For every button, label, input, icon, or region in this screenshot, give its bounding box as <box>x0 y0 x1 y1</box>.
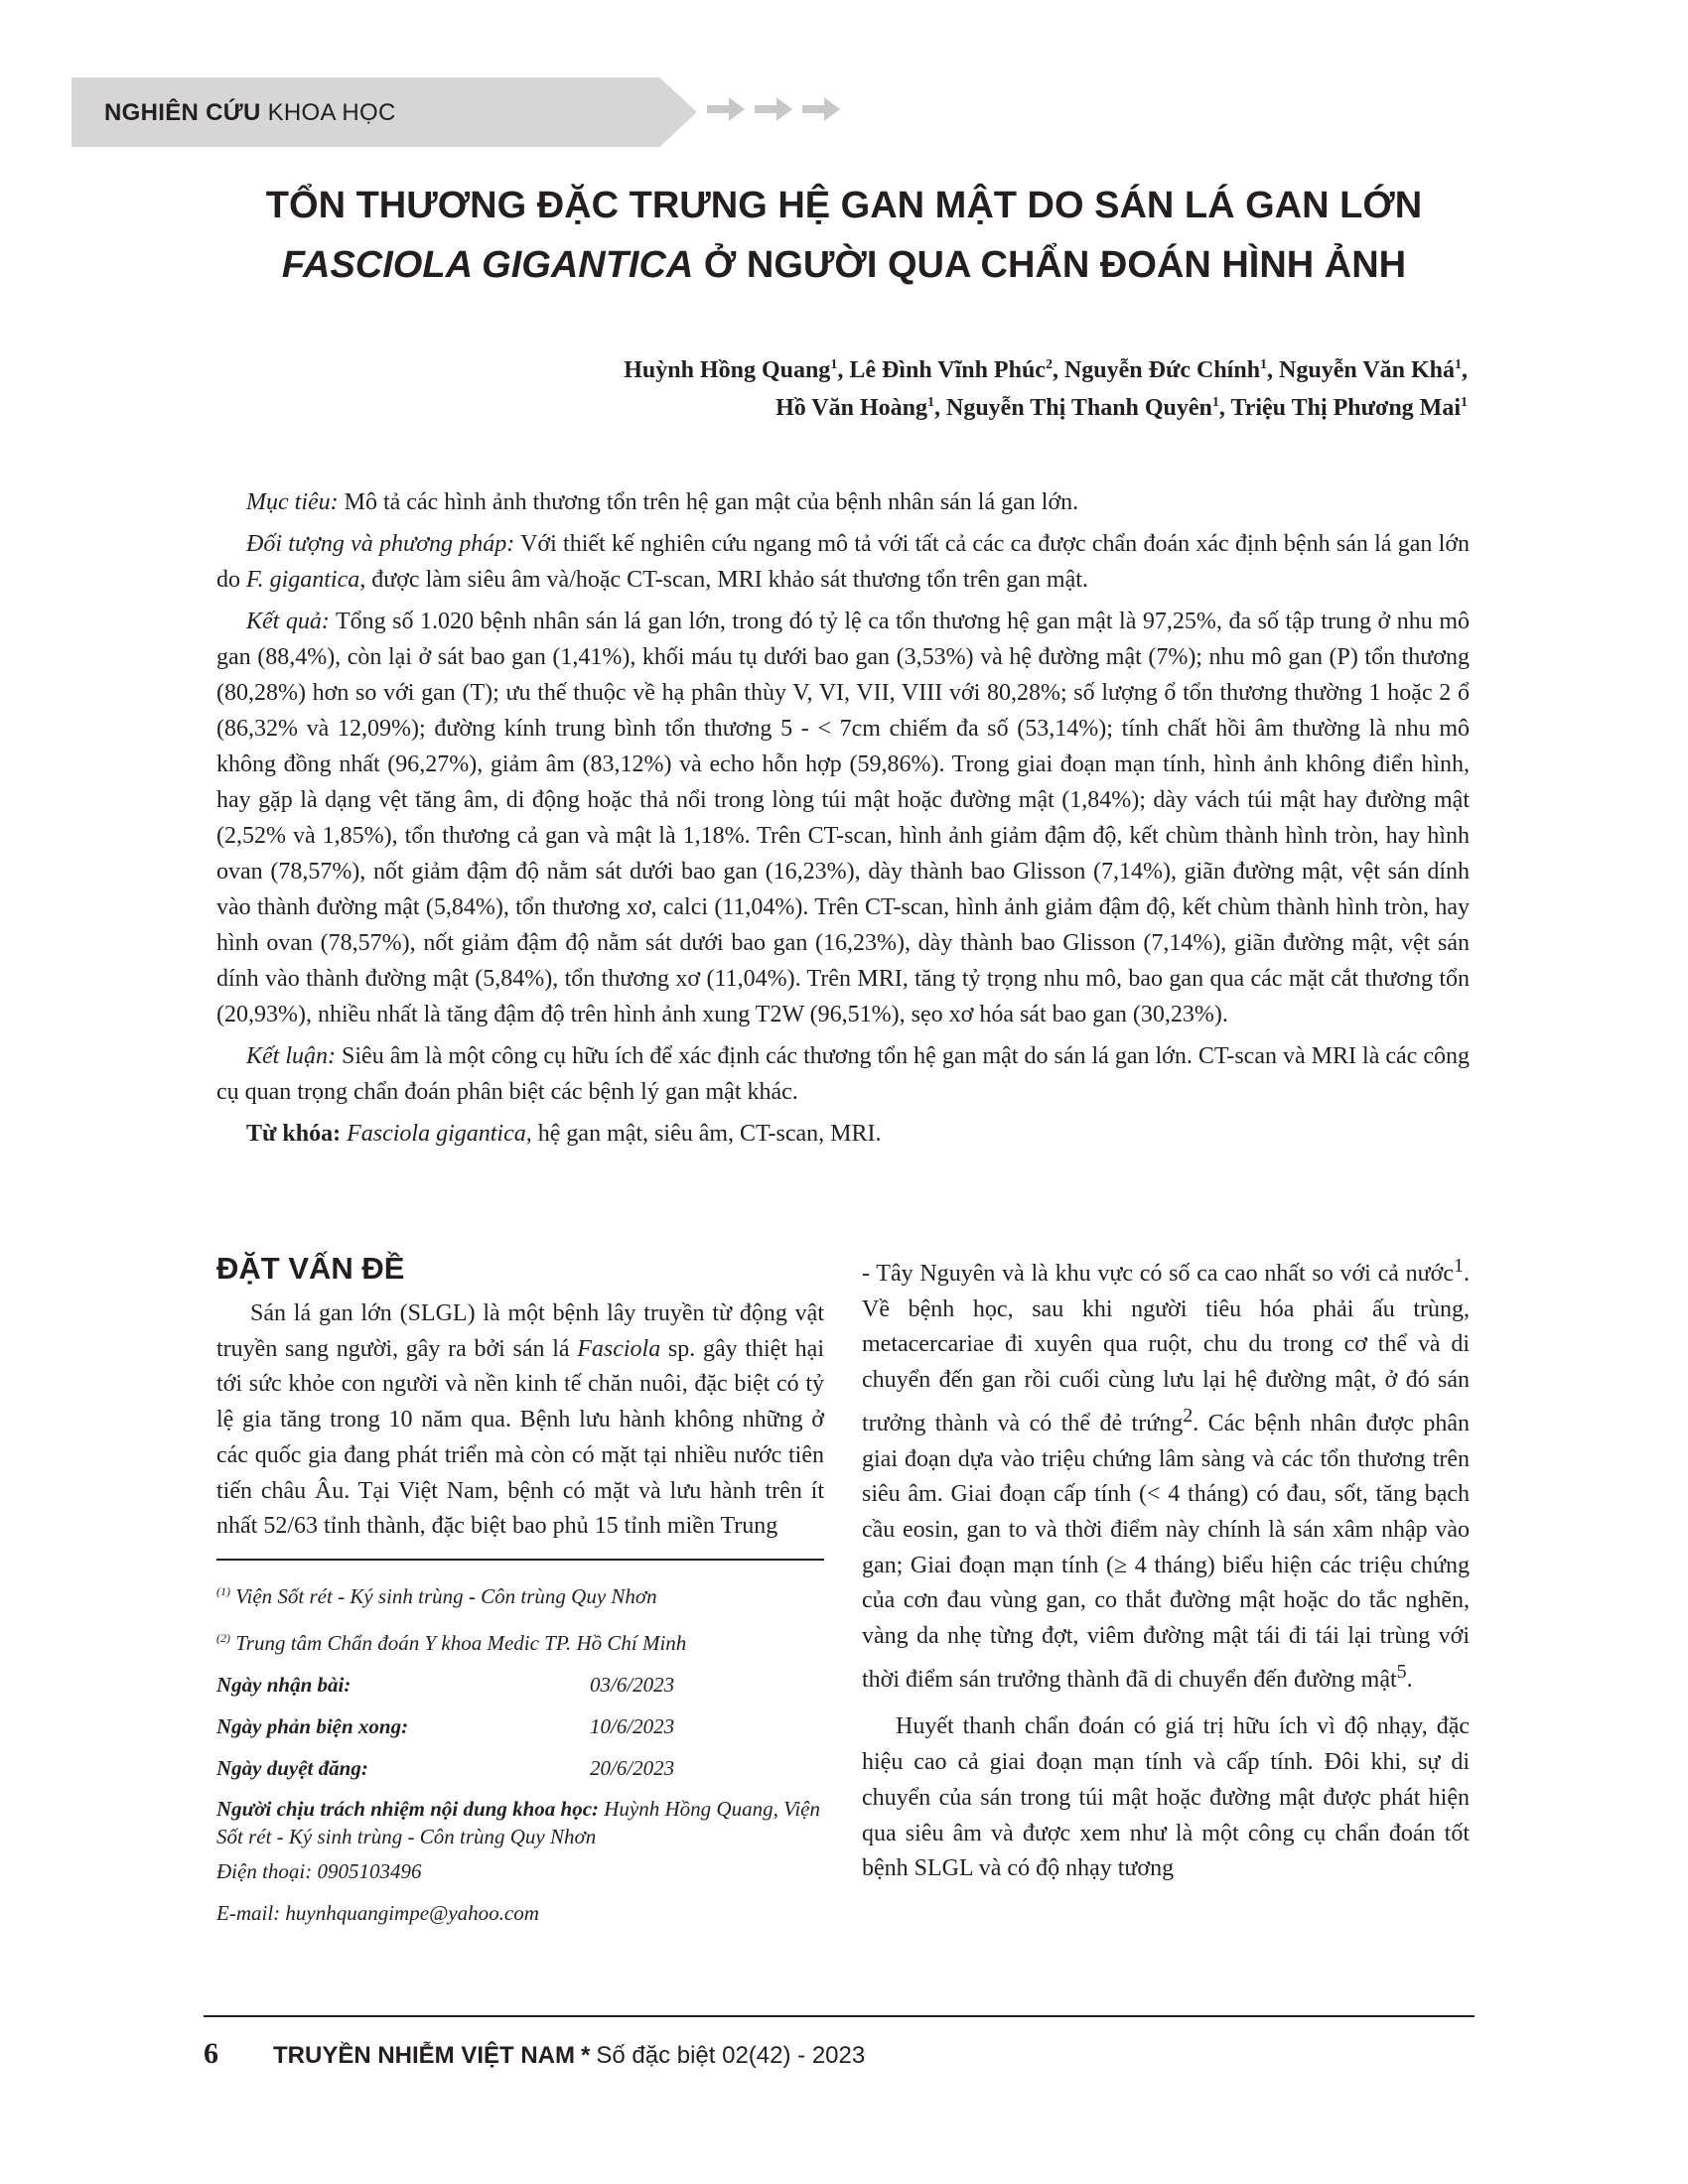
title-rest: Ở NGƯỜI QUA CHẨN ĐOÁN HÌNH ẢNH <box>693 244 1407 286</box>
objective-text: Mô tả các hình ảnh thương tổn trên hệ gan mật của bệnh nhân sán lá gan lớn. <box>338 489 1079 515</box>
arrow-right-icon <box>707 95 747 123</box>
journal-issue: Số đặc biệt 02(42) - 2023 <box>596 2042 866 2069</box>
header-arrows <box>707 95 842 123</box>
arrow-right-icon <box>755 95 794 123</box>
title-species: FASCIOLA GIGANTICA <box>281 244 694 286</box>
page-footer <box>204 2037 865 2071</box>
author-affiliation: 1 <box>1211 395 1219 410</box>
methods-text-end: , được làm siêu âm và/hoặc CT-scan, MRI khảo sát thương tổn trên gan mật. <box>359 567 1088 593</box>
article-title-line-2 <box>129 238 1559 292</box>
keywords-species: Fasciola gigantica <box>347 1121 526 1147</box>
section-label-light: KHOA HỌC <box>267 99 396 126</box>
date-received-label: Ngày nhận bài: <box>216 1672 352 1697</box>
methods-label: Đối tượng và phương pháp: <box>246 531 515 557</box>
author-name: Huỳnh Hồng Quang <box>624 357 831 383</box>
author-separator: , <box>1462 357 1468 383</box>
arrow-right-icon <box>802 95 842 123</box>
methods-text: Với thiết kế nghiên cứu ngang mô tả với tất cả các ca được chẩn đoán xác định bệnh sán lá gan lớn do <box>216 531 1471 593</box>
intro-text: - Tây Nguyên và là khu vực có số ca cao nhất so với cả nước <box>862 1261 1454 1287</box>
keywords-label: Từ khóa: <box>246 1121 342 1147</box>
date-accepted-value: 20/6/2023 <box>590 1755 675 1780</box>
abstract-keywords <box>216 1116 1470 1152</box>
corresponding-value: Huỳnh Hồng Quang, Viện Sốt rét - Ký sinh trùng - Côn trùng Quy Nhơn <box>216 1796 821 1848</box>
date-reviewed-label: Ngày phản biện xong: <box>216 1713 409 1738</box>
authors-line-1 <box>624 357 1468 384</box>
author-affiliation: 1 <box>1461 395 1468 410</box>
results-label: Kết quả: <box>246 609 330 634</box>
intro-text: Sán lá gan lớn (SLGL) là một bệnh lây truyền từ động vật truyền sang người, gây ra bởi sán lá <box>216 1300 824 1362</box>
date-accepted-label: Ngày duyệt đăng: <box>216 1755 368 1780</box>
abstract-conclusion <box>216 1038 1470 1110</box>
author-separator: , <box>1267 357 1280 383</box>
footnote-divider <box>216 1559 824 1561</box>
intro-text: . Các bệnh nhân được phân giai đoạn dựa vào triệu chứng lâm sàng và các tổn thương trên siêu âm. Giai đoạn cấp tính (< 4 tháng) có đau, sốt, tăng bạch cầu eosin, gan to và thời điểm này chính là sán xâm nhập vào gan; Giai đoạn mạn tính (≥ 4 tháng) biểu hiện các triệu chứng của cơn đau vùng gan, co thắt đường mật hoặc do tắc nghẽn, vàng da nhẹ từng đợt, viêm đường mật tái đi tái lại trùng với thời điểm sán trưởng thành đã di chuyển đến đường mật <box>862 1410 1470 1693</box>
section-label-bold: NGHIÊN CỨU <box>104 99 261 126</box>
phone: Điện thoại: 0905103496 <box>216 1858 422 1883</box>
intro-genus: Fasciola <box>577 1335 661 1362</box>
author-name: Hồ Văn Hoàng <box>775 395 927 421</box>
affiliation-2 <box>216 1617 824 1664</box>
author-affiliation: 1 <box>927 395 934 410</box>
intro-text: . <box>1406 1666 1413 1693</box>
intro-text-end: sp. gây thiệt hại tới sức khỏe con người và nền kinh tế chăn nuôi, đặc biệt có tỷ lệ gia tăng trong 10 năm qua. Bệnh lưu hành không những ở các quốc gia đang phát triển mà còn có mặt tại nhiều nước tiên tiến châu Âu. Tại Việt Nam, bệnh có mặt và lưu hành trên ít nhất 52/63 tỉnh thành, đặc biệt bao phủ 15 tỉnh miền Trung <box>216 1335 824 1540</box>
abstract-objective <box>216 484 1470 520</box>
conclusion-label: Kết luận: <box>246 1043 337 1069</box>
section-heading-introduction: ĐẶT VẤN ĐỀ <box>216 1251 405 1286</box>
author-name: Nguyễn Thị Thanh Quyên <box>946 395 1212 421</box>
affiliation-text: Trung tâm Chẩn đoán Y khoa Medic TP. Hồ Chí Minh <box>230 1630 687 1655</box>
page-number: 6 <box>204 2037 218 2070</box>
author-affiliation: 1 <box>830 357 838 372</box>
intro-paragraph-3: Huyết thanh chẩn đoán có giá trị hữu ích vì độ nhạy, đặc hiệu cao cả giai đoạn mạn tính và cấp tính. Đôi khi, sự di chuyển của sán trong túi mật hoặc đường mật được phát hiện qua siêu âm và được xem như là một công cụ chẩn đoán tốt bệnh SLGL và có độ nhạy tương <box>862 1713 1470 1882</box>
objective-label: Mục tiêu: <box>246 489 339 515</box>
author-separator: , <box>1218 395 1231 421</box>
author-name: Triệu Thị Phương Mai <box>1230 395 1461 421</box>
date-received-value: 03/6/2023 <box>590 1672 675 1697</box>
journal-name: TRUYỀN NHIỄM VIỆT NAM <box>273 2042 576 2069</box>
right-column <box>862 1249 1470 1887</box>
author-name: Nguyễn Văn Khá <box>1279 357 1455 383</box>
affiliation-mark: (2) <box>216 1630 230 1645</box>
author-separator: , <box>837 357 850 383</box>
intro-text: . Về bệnh học, sau khi người tiêu hóa phải ấu trùng, metacercariae đi xuyên qua ruột, chu du trong cơ thể và di chuyển đến gan rồi cuối cùng lưu lại hệ đường mật, ở đó sán trưởng thành và có thể đẻ trứng <box>862 1261 1470 1436</box>
corresponding-label: Người chịu trách nhiệm nội dung khoa học: <box>216 1796 600 1821</box>
conclusion-text: Siêu âm là một công cụ hữu ích để xác định các thương tổn hệ gan mật do sán lá gan lớn. CT-scan và MRI là các công cụ quan trọng chẩn đoán phân biệt các bệnh lý gan mật khác. <box>216 1043 1470 1105</box>
author-name: Nguyễn Đức Chính <box>1063 357 1261 383</box>
citation-ref: 2 <box>1183 1404 1194 1427</box>
section-label <box>104 99 396 127</box>
affiliation-text: Viện Sốt rét - Ký sinh trùng - Côn trùng Quy Nhơn <box>230 1583 657 1608</box>
author-affiliation: 2 <box>1045 357 1053 372</box>
methods-species: F. gigantica <box>246 567 360 593</box>
author-separator: , <box>934 395 946 421</box>
footer-divider <box>204 2015 1475 2017</box>
abstract <box>216 484 1470 1158</box>
date-reviewed-value: 10/6/2023 <box>590 1713 675 1738</box>
keywords-text: , hệ gan mật, siêu âm, CT-scan, MRI. <box>525 1121 882 1147</box>
star-separator: * <box>581 2042 591 2069</box>
citation-ref: 5 <box>1396 1660 1407 1683</box>
authors-line-2 <box>775 395 1468 422</box>
abstract-results <box>216 604 1470 1032</box>
author-separator: , <box>1052 357 1064 383</box>
article-dates <box>216 1664 824 1789</box>
citation-ref: 1 <box>1454 1255 1464 1277</box>
corresponding-author <box>216 1795 824 1850</box>
abstract-methods <box>216 526 1470 598</box>
author-affiliation: 1 <box>1455 357 1462 372</box>
article-title-line-1: TỔN THƯƠNG ĐẶC TRƯNG HỆ GAN MẬT DO SÁN LÁ GAN LỚN <box>265 185 1423 226</box>
intro-paragraph-1 <box>216 1297 824 1545</box>
author-affiliation: 1 <box>1260 357 1268 372</box>
email[interactable]: E-mail: huynhquangimpe@yahoo.com <box>216 1900 539 1925</box>
affiliation-mark: (1) <box>216 1583 230 1598</box>
left-column <box>216 1249 824 1934</box>
intro-paragraph-2 <box>862 1249 1470 1698</box>
author-name: Lê Đình Vĩnh Phúc <box>849 357 1046 383</box>
results-text: Tổng số 1.020 bệnh nhân sán lá gan lớn, trong đó tỷ lệ ca tổn thương hệ gan mật là 97,25%, đa số tập trung ở nhu mô gan (88,4%), còn lại ở sát bao gan (1,41%), khối máu tụ dưới bao gan (3,53%) và hệ đường mật (7%); nhu mô gan (P) tổn thương (80,28%) hơn so với gan (T); ưu thế thuộc về hạ phân thùy V, VI, VII, VIII với 80,28%; số lượng ổ tổn thương thường 1 hoặc 2 ổ (86,32% và 12,09%); đường kính trung bình tổn thương 5 - < 7cm chiếm đa số (53,14%); tính chất hồi âm thường là nhu mô không đồng nhất (96,27%), giảm âm (83,12%) và echo hỗn hợp (59,86%). Trong giai đoạn mạn tính, hình ảnh không điển hình, hay gặp là dạng vệt tăng âm, di động hoặc thả nổi trong lòng túi mật hoặc đường mật (1,84%); dày vách túi mật hay đường mật (2,52% và 1,85%), tổn thương cả gan và mật là 1,18%. Trên CT-scan, hình ảnh giảm đậm độ, kết chùm thành hình tròn, hay hình ovan (78,57%), nốt giảm đậm độ nằm sát dưới bao gan (16,23%), dày thành bao Glisson (7,14%), giãn đường mật, vệt sán dính vào thành đường mật (5,84%), tổn thương xơ, calci (11,04%). Trên CT-scan, hình ảnh giảm đậm độ, kết chùm thành hình tròn, hay hình ovan (78,57%), nốt giảm đậm độ nằm sát dưới bao gan (16,23%), dày thành bao Glisson (7,14%), giãn đường mật, vệt sán dính vào thành đường mật (5,84%), tổn thương xơ (11,04%). Trên MRI, tăng tỷ trọng nhu mô, bao gan qua các mặt cắt thương tổn (20,93%), nhiều nhất là tăng đậm độ trên hình ảnh xung T2W (96,51%), sẹo xơ hóa sát bao gan (30,23%). <box>216 609 1470 1027</box>
affiliation-1 <box>216 1570 824 1617</box>
